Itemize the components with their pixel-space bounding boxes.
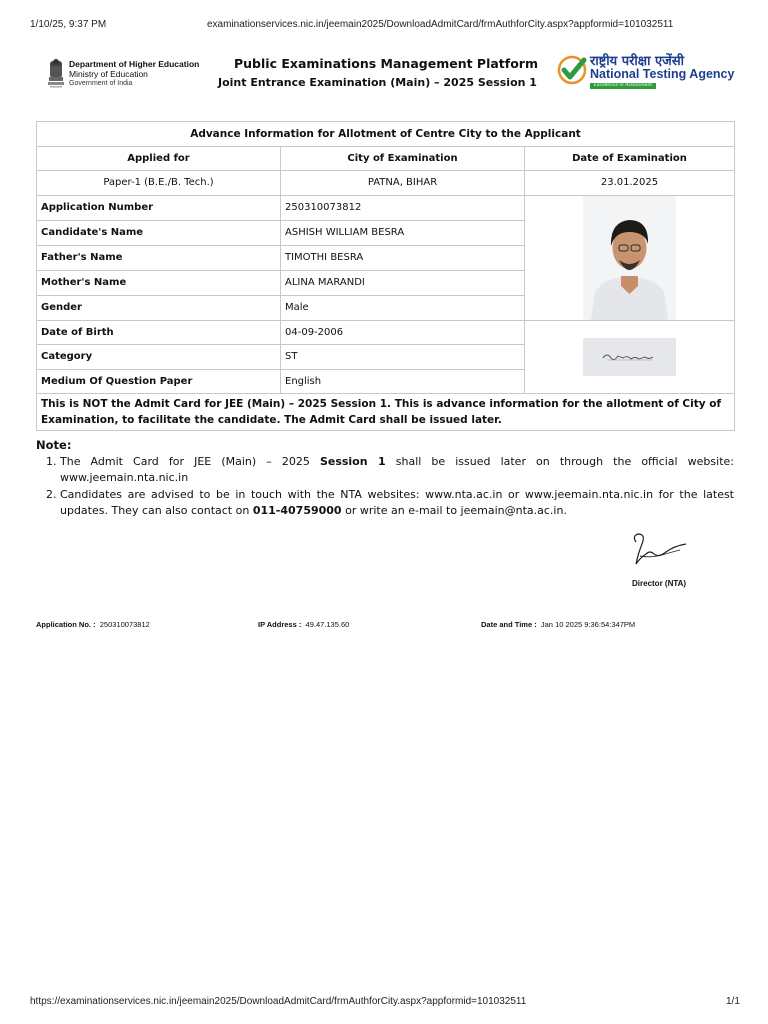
- application-number: 250310073812: [281, 195, 525, 220]
- row-label: Category: [37, 345, 281, 370]
- note-title: Note:: [36, 438, 72, 452]
- table-title: Advance Information for Allotment of Centre City to the Applicant: [37, 122, 735, 147]
- candidate-signature: [583, 338, 676, 376]
- signature-cell: [525, 320, 735, 394]
- notice-text: This is NOT the Admit Card for JEE (Main) – 2025 Session 1. This is advance information for the allotment of City of Examination, to facilitate the candidate. The Admit Card shall be issued later.: [37, 394, 735, 431]
- print-url-top: examinationservices.nic.in/jeemain2025/DownloadAdmitCard/frmAuthforCity.aspx?appformid=101032511: [207, 19, 674, 30]
- row-label: Candidate's Name: [37, 220, 281, 245]
- date-of-birth: 04-09-2006: [281, 320, 525, 345]
- dept-name: Department of Higher Education: [69, 59, 200, 69]
- row-label: Mother's Name: [37, 270, 281, 295]
- row-label: Father's Name: [37, 245, 281, 270]
- table-row: [37, 195, 735, 220]
- candidate-photo: [583, 196, 676, 320]
- photo-cell: [525, 195, 735, 320]
- header-date: Date of Examination: [525, 146, 735, 171]
- department-block: [69, 60, 199, 89]
- row-label: Date of Birth: [37, 320, 281, 345]
- gender: Male: [281, 295, 525, 320]
- candidate-name: ASHISH WILLIAM BESRA: [281, 220, 525, 245]
- page-number: 1/1: [726, 996, 740, 1007]
- footer-application-no: Application No. : 250310073812: [36, 620, 150, 629]
- note-item: 2. Candidates are advised to be in touch with the NTA websites: www.nta.ac.in or www.jeemain.nta.nic.in for the latest updates. They can also contact on 011-40759000 or write an e-mail to jeemain@nta.ac.in.: [46, 488, 734, 517]
- row-label: Application Number: [37, 195, 281, 220]
- applied-for-value: Paper-1 (B.E./B. Tech.): [37, 171, 281, 196]
- header-applied-for: Applied for: [37, 146, 281, 171]
- row-label: Gender: [37, 295, 281, 320]
- print-datetime: 1/10/25, 9:37 PM: [30, 19, 107, 30]
- category: ST: [281, 345, 525, 370]
- print-url-bottom: https://examinationservices.nic.in/jeemain2025/DownloadAdmitCard/frmAuthforCity.aspx?appformid=101032511: [30, 996, 527, 1007]
- director-label: Director (NTA): [632, 579, 687, 588]
- exam-date-value: 23.01.2025: [525, 171, 735, 196]
- nta-tagline: Excellence in Assessment: [590, 83, 656, 89]
- allotment-table: [36, 121, 735, 431]
- row-label: Medium Of Question Paper: [37, 369, 281, 394]
- nta-hindi-name: राष्ट्रीय परीक्षा एजेंसी: [590, 54, 684, 69]
- footer-ip-address: IP Address : 49.47.135.60: [258, 620, 350, 629]
- note-item: 1. The Admit Card for JEE (Main) – 2025 Session 1 shall be issued later on through the official website: www.jeemain.nta.nic.in: [46, 455, 734, 484]
- note-list: [40, 454, 734, 520]
- header-city: City of Examination: [281, 146, 525, 171]
- footer-date-time: Date and Time : Jan 10 2025 9:36:54:347PM: [481, 620, 636, 629]
- question-paper-medium: English: [281, 369, 525, 394]
- table-row: [37, 320, 735, 345]
- nta-checkmark-logo-icon: [557, 55, 587, 85]
- city-value: PATNA, BIHAR: [281, 171, 525, 196]
- father-name: TIMOTHI BESRA: [281, 245, 525, 270]
- ministry-name: Ministry of Education: [69, 68, 148, 79]
- page-subtitle: Joint Entrance Examination (Main) – 2025 Session 1: [218, 76, 537, 89]
- government-name: Government of India: [69, 80, 133, 87]
- nta-name: National Testing Agency: [590, 67, 735, 81]
- mother-name: ALINA MARANDI: [281, 270, 525, 295]
- national-emblem-icon: [46, 59, 66, 89]
- page-title: Public Examinations Management Platform: [234, 56, 538, 71]
- director-signature: [628, 528, 693, 578]
